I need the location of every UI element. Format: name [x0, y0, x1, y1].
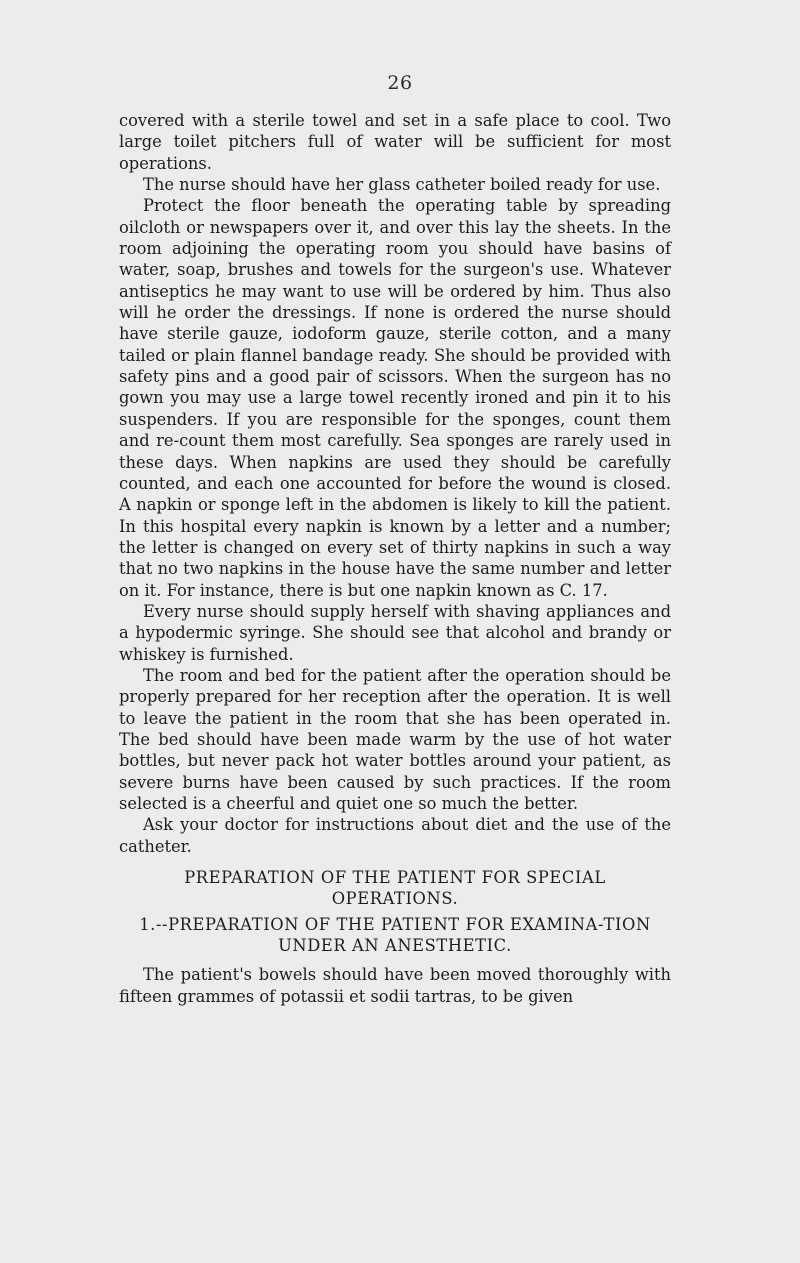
body-text: [119, 110, 671, 1007]
paragraph-bowels: The patient's bowels should have been moved thoroughly with fifteen grammes of potassii et sodii tartras, to be given: [119, 965, 671, 1006]
paragraph-catheter: The nurse should have her glass catheter boiled ready for use.: [143, 175, 661, 195]
paragraph-continuation: covered with a sterile towel and set in a safe place to cool. Two large toilet pitchers full of water will be sufficient for most operations.: [119, 111, 671, 173]
page-number: 26: [387, 72, 413, 94]
section-heading: PREPARATION OF THE PATIENT FOR SPECIAL OPERATIONS.: [184, 868, 606, 909]
paragraph-protect-floor: Protect the floor beneath the operating table by spreading oilcloth or newspapers over it, and over this lay the sheets. In the room adjoining the operating room you should have basins of water, soap, brushes and towels for the surgeon's use. Whatever antiseptics he may want to use will be ordered by him. Thus also will he order the dressings. If none is ordered the nurse should have sterile gauze, iodoform gauze, sterile cotton, and a many tailed or plain flannel bandage ready. She should be provided with safety pins and a good pair of scissors. When the surgeon has no gown you may use a large towel recently ironed and pin it to his suspenders. If you are responsible for the sponges, count them and re-count them most carefully. Sea sponges are rarely used in these days. When napkins are used they should be carefully counted, and each one accounted for before the wound is closed. A napkin or sponge left in the abdomen is likely to kill the patient. In this hospital every napkin is known by a letter and a number; the letter is changed on every set of thirty napkins in such a way that no two napkins in the house have the same number and letter on it. For instance, there is but one napkin known as C. 17.: [119, 196, 671, 600]
paragraph-instructions: Ask your doctor for instructions about diet and the use of the catheter.: [119, 815, 671, 856]
subsection-heading: 1.--PREPARATION OF THE PATIENT FOR EXAMINA-TION UNDER AN ANESTHETIC.: [139, 914, 651, 956]
paragraph-room-and-bed: The room and bed for the patient after the operation should be properly prepared for her reception after the operation. It is well to leave the patient in the room that she has been operated in. The bed should have been made warm by the use of hot water bottles, but never pack hot water bottles around your patient, as severe burns have been caused by such practices. If the room selected is a cheerful and quiet one so much the better.: [119, 665, 671, 813]
paragraph-supplies: Every nurse should supply herself with shaving appliances and a hypodermic syringe. She should see that alcohol and brandy or whiskey is furnished.: [119, 601, 671, 664]
